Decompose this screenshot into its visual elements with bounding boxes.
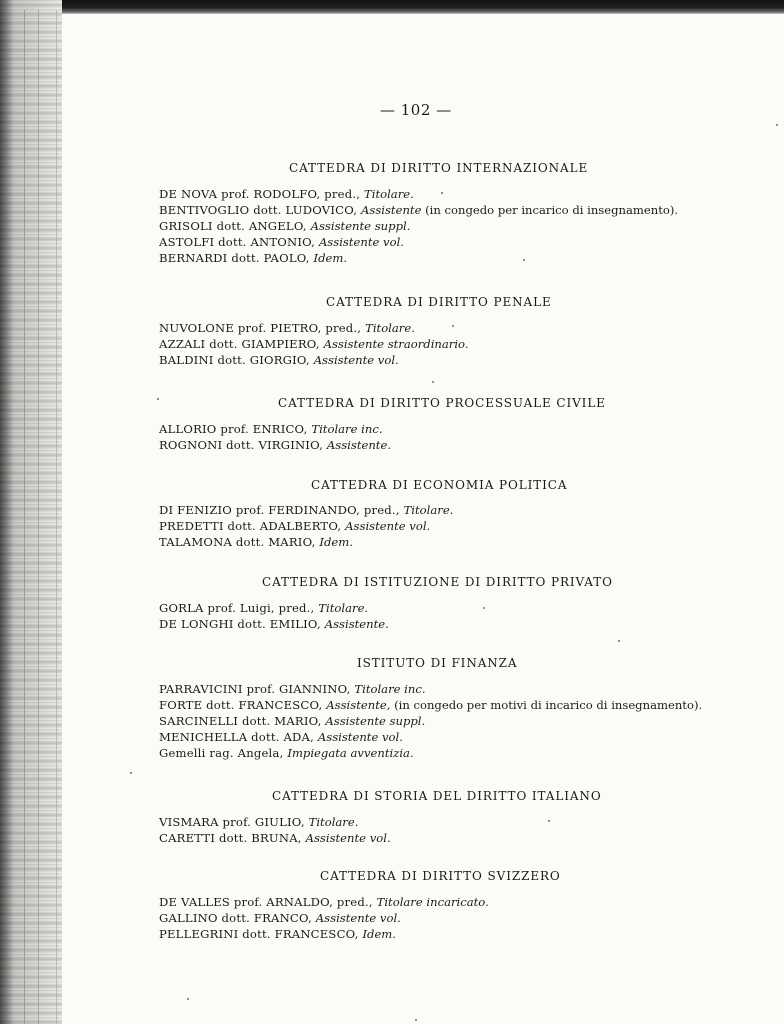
staff-role: Titolare. xyxy=(365,321,415,335)
page-number: — 102 — xyxy=(380,101,452,119)
section-heading: CATTEDRA DI DIRITTO PENALE xyxy=(326,295,552,309)
staff-name: BENTIVOGLIO dott. LUDOVICO, xyxy=(159,203,361,217)
staff-entry xyxy=(159,337,469,352)
staff-name: NUVOLONE prof. PIETRO, pred., xyxy=(159,321,366,335)
section-heading: ISTITUTO DI FINANZA xyxy=(357,656,518,670)
section-heading: CATTEDRA DI ISTITUZIONE DI DIRITTO PRIVATO xyxy=(262,575,613,589)
staff-entry xyxy=(159,503,453,518)
staff-role: Assistente xyxy=(361,203,422,217)
staff-name: Gemelli rag. Angela, xyxy=(159,746,288,760)
staff-name: TALAMONA dott. MARIO, xyxy=(159,535,320,549)
staff-entry xyxy=(159,746,414,761)
staff-entry xyxy=(159,535,353,550)
section-heading: CATTEDRA DI DIRITTO INTERNAZIONALE xyxy=(289,161,589,175)
staff-role: Titolare. xyxy=(403,503,454,517)
staff-name: PARRAVICINI prof. GIANNINO, xyxy=(159,682,355,696)
staff-entry xyxy=(159,730,403,745)
staff-entry xyxy=(159,353,399,368)
staff-role: Assistente straordinario. xyxy=(323,337,469,351)
staff-entry xyxy=(159,682,426,697)
staff-entry xyxy=(159,831,391,846)
staff-role: Assistente vol. xyxy=(315,911,401,925)
staff-role: Idem. xyxy=(362,927,396,941)
staff-entry xyxy=(159,219,410,234)
staff-name: PELLEGRINI dott. FRANCESCO, xyxy=(159,927,363,941)
staff-role: Assistente vol. xyxy=(305,831,391,845)
staff-entry xyxy=(159,519,430,534)
section-heading: CATTEDRA DI STORIA DEL DIRITTO ITALIANO xyxy=(272,789,602,803)
staff-name: GRISOLI dott. ANGELO, xyxy=(159,219,311,233)
staff-name: BERNARDI dott. PAOLO, xyxy=(159,251,314,265)
staff-name: FORTE dott. FRANCESCO, xyxy=(159,698,327,712)
staff-note: (in congedo per incarico di insegnamento). xyxy=(421,203,679,217)
scan-speck xyxy=(432,381,434,383)
staff-name: DE LONGHI dott. EMILIO, xyxy=(159,617,325,631)
staff-entry xyxy=(159,617,389,632)
staff-role: Assistente vol. xyxy=(317,730,403,744)
staff-entry xyxy=(159,895,489,910)
staff-name: ASTOLFI dott. ANTONIO, xyxy=(159,235,319,249)
staff-role: Titolare incaricato. xyxy=(376,895,489,909)
staff-name: AZZALI dott. GIAMPIERO, xyxy=(159,337,324,351)
staff-role: Assistente suppl. xyxy=(325,714,426,728)
scan-speck xyxy=(415,1019,417,1021)
staff-role: Assistente vol. xyxy=(345,519,431,533)
scan-top-border xyxy=(0,0,784,14)
staff-role: Idem. xyxy=(313,251,348,265)
staff-role: Assistente, xyxy=(326,698,391,712)
scan-speck xyxy=(441,192,443,194)
staff-role: Titolare. xyxy=(308,815,359,829)
staff-role: Titolare. xyxy=(318,601,369,615)
scan-speck xyxy=(776,124,778,126)
staff-entry xyxy=(159,235,404,250)
scan-binding-edge xyxy=(0,0,62,1024)
scan-speck xyxy=(452,325,454,327)
staff-entry xyxy=(159,203,678,218)
scan-edge-line xyxy=(38,10,39,1024)
staff-role: Impiegata avventizia. xyxy=(287,746,414,760)
staff-role: Assistente. xyxy=(324,617,389,631)
staff-name: ALLORIO prof. ENRICO, xyxy=(159,422,312,436)
scan-speck xyxy=(618,640,620,642)
staff-note: (in congedo per motivi di incarico di insegnamento). xyxy=(390,698,703,712)
staff-entry xyxy=(159,601,368,616)
staff-entry xyxy=(159,438,391,453)
staff-name: ROGNONI dott. VIRGINIO, xyxy=(159,438,327,452)
staff-name: DI FENIZIO prof. FERDINANDO, pred., xyxy=(159,503,404,517)
staff-role: Assistente vol. xyxy=(318,235,404,249)
staff-entry xyxy=(159,251,347,266)
staff-entry xyxy=(159,187,414,202)
staff-entry xyxy=(159,422,383,437)
staff-entry xyxy=(159,927,396,942)
staff-role: Assistente suppl. xyxy=(310,219,411,233)
scan-edge-line xyxy=(56,10,57,1024)
staff-role: Titolare inc. xyxy=(311,422,383,436)
staff-entry xyxy=(159,698,702,713)
section-heading: CATTEDRA DI ECONOMIA POLITICA xyxy=(311,478,568,492)
scan-speck xyxy=(187,998,189,1000)
staff-role: Titolare inc. xyxy=(354,682,426,696)
staff-role: Assistente. xyxy=(326,438,392,452)
staff-name: VISMARA prof. GIULIO, xyxy=(159,815,309,829)
staff-entry xyxy=(159,815,358,830)
section-heading: CATTEDRA DI DIRITTO SVIZZERO xyxy=(320,869,561,883)
staff-role: Titolare. xyxy=(364,187,414,201)
scan-speck xyxy=(130,772,132,774)
scan-speck xyxy=(483,607,485,609)
staff-name: MENICHELLA dott. ADA, xyxy=(159,730,318,744)
section-heading: CATTEDRA DI DIRITTO PROCESSUALE CIVILE xyxy=(278,396,606,410)
scan-speck xyxy=(523,259,525,261)
staff-name: BALDINI dott. GIORGIO, xyxy=(159,353,314,367)
staff-name: PREDETTI dott. ADALBERTO, xyxy=(159,519,346,533)
staff-name: DE NOVA prof. RODOLFO, pred., xyxy=(159,187,365,201)
staff-entry xyxy=(159,911,401,926)
staff-role: Idem. xyxy=(319,535,353,549)
scan-edge-line xyxy=(24,10,25,1024)
staff-name: GALLINO dott. FRANCO, xyxy=(159,911,316,925)
scan-speck xyxy=(157,398,159,400)
staff-role: Assistente vol. xyxy=(313,353,399,367)
staff-name: SARCINELLI dott. MARIO, xyxy=(159,714,326,728)
scan-speck xyxy=(548,820,550,822)
staff-name: GORLA prof. Luigi, pred., xyxy=(159,601,319,615)
staff-name: DE VALLES prof. ARNALDO, pred., xyxy=(159,895,377,909)
staff-entry xyxy=(159,321,415,336)
staff-name: CARETTI dott. BRUNA, xyxy=(159,831,306,845)
staff-entry xyxy=(159,714,425,729)
